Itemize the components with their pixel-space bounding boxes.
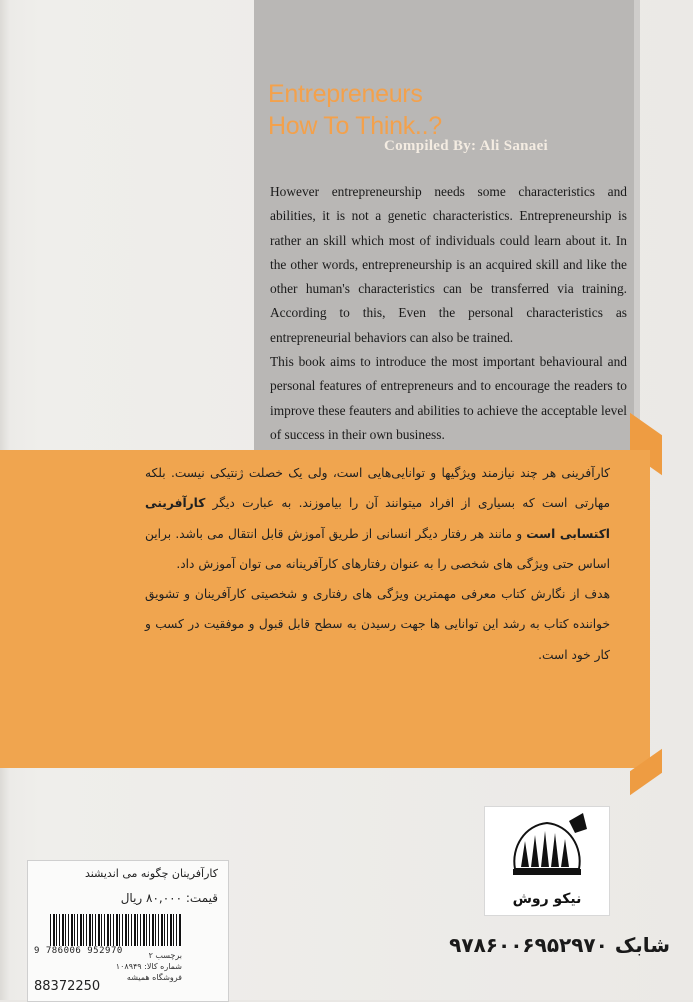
persian-blurb: [145, 458, 610, 670]
english-paragraph-1: However entrepreneurship needs some characteristics and abilities, it is not a genetic characteristics. Entrepreneurship is rather an skill which most of individuals could learn about it. In the other words, entrepreneurship is an acquired skill and like the other human's characteristics can be transferred via training. According to this, Even the personal characteristics as entrepreneurial behaviors can also be trained.: [270, 184, 627, 345]
persian-p1-start: کارآفرینی هر چند نیازمند ویژگیها و توانایی‌هایی است، ولی یک خصلت ژنتیکی نیست. بلکه مهارتی است که بسیاری از افراد میتوانند آن را بیاموزند. به عبارت دیگر: [145, 466, 610, 511]
publisher-name: نیکو روش: [512, 891, 582, 907]
sticker-line-1: برچسب ۲: [148, 951, 182, 960]
gray-panel-edge: [634, 0, 640, 450]
sticker-phone: 88372250: [34, 979, 101, 994]
english-paragraph-2: This book aims to introduce the most important behavioural and personal features of entrepreneurs and to encourage the readers to improve these feauters and abilities to achieve the acceptable level of success in their own business.: [270, 354, 627, 442]
persian-paragraph-1: [145, 458, 610, 579]
english-blurb: [270, 180, 627, 447]
compiler-credit: Compiled By: Ali Sanaei: [384, 138, 549, 154]
publisher-logo: [484, 806, 610, 916]
sticker-price: قیمت: ۸۰,۰۰۰ ریال: [120, 891, 218, 905]
barcode: [50, 914, 182, 946]
sticker-line-3: فروشگاه همیشه: [126, 973, 182, 982]
isbn-number: شابک ۹۷۸۶۰۰۶۹۵۲۹۷۰: [449, 933, 670, 957]
price-sticker: [27, 860, 229, 1002]
sticker-line-2: شماره کالا: ۱۰۸۹۴۹: [115, 962, 182, 971]
book-title: [268, 78, 442, 142]
pen-nib-logo-icon: [485, 807, 609, 893]
title-line-2: How To Think..?: [268, 112, 442, 140]
persian-paragraph-2: هدف از نگارش کتاب معرفی مهمترین ویژگی های رفتاری و شخصیتی کارآفرینان و تشویق خواننده کتاب به رشد این توانایی ها جهت رسیدن به سطح قابل قبول و موفقیت در کسب و کار خود است.: [145, 587, 610, 662]
persian-p1-end: و مانند هر رفتار دیگر انسانی از طریق آموزش قابل انتقال می باشد. براین اساس حتی ویژگی های شخصی را به عنوان رفتارهای کارآفرینانه می توان آموزش داد.: [145, 526, 610, 571]
persian-p1-bold: کارآفرینی اکتسابی است: [145, 496, 610, 541]
barcode-number: 9 786006 952970: [34, 946, 123, 956]
title-line-1: Entrepreneurs: [268, 80, 423, 108]
sticker-book-title: کارآفرینان چگونه می اندیشند: [84, 867, 218, 880]
